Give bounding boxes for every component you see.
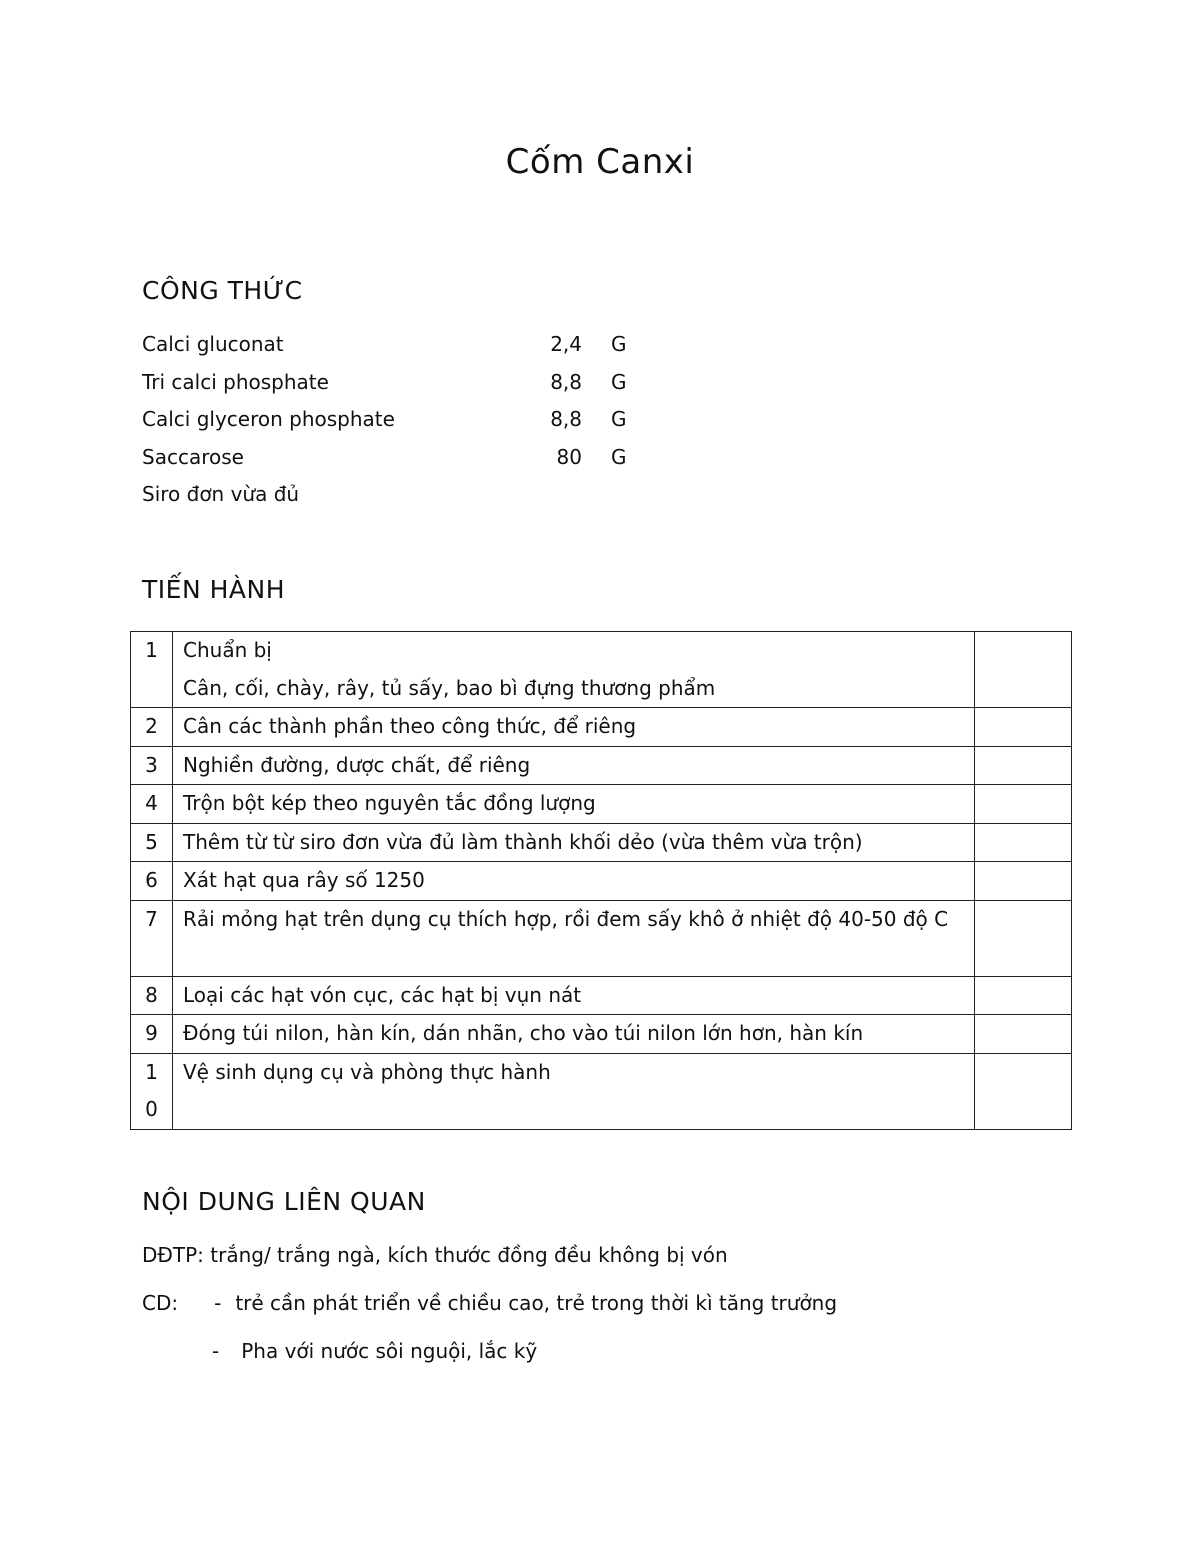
ingredient-quantity: 80 [556, 444, 582, 469]
table-row [131, 746, 1072, 785]
ingredient-name: Tri calci phosphate [142, 369, 329, 394]
step-detail: Cân, cối, chày, rây, tủ sấy, bao bì đựng thương phẩm [183, 675, 716, 700]
table-row [131, 708, 1072, 747]
table-row [131, 900, 1072, 976]
step-check-cell [975, 632, 1072, 708]
table-row [131, 976, 1072, 1015]
step-check-cell [975, 746, 1072, 785]
step-check-cell [975, 976, 1072, 1015]
page-title: Cốm Canxi [505, 142, 695, 182]
bullet-dash: - [212, 1339, 220, 1363]
step-number: 7 [131, 900, 173, 976]
step-number: 1 [131, 632, 173, 708]
table-row [131, 1015, 1072, 1054]
bullet-dash: - [214, 1291, 222, 1315]
step-description: Loại các hạt vón cục, các hạt bị vụn nát [173, 976, 975, 1015]
step-number: 10 [131, 1053, 173, 1129]
formula-heading: CÔNG THỨC [142, 276, 303, 305]
step-description: Rải mỏng hạt trên dụng cụ thích hợp, rồi đem sấy khô ở nhiệt độ 40-50 độ C [173, 900, 975, 976]
step-check-cell [975, 1015, 1072, 1054]
ingredient-quantity: 8,8 [550, 407, 582, 431]
step-description: Xát hạt qua rây số 1250 [173, 862, 975, 901]
formula-item [142, 401, 662, 439]
table-row [131, 823, 1072, 862]
formula-item [142, 439, 662, 477]
table-row [131, 785, 1072, 824]
step-description: Cân các thành phần theo công thức, để riêng [173, 708, 975, 747]
step-check-cell [975, 900, 1072, 976]
procedure-heading: TIẾN HÀNH [142, 575, 285, 604]
formula-item [142, 476, 662, 514]
formula-item [142, 326, 662, 364]
ingredient-unit: G [611, 332, 627, 356]
cd-line [142, 1288, 837, 1318]
step-number: 5 [131, 823, 173, 862]
ingredient-unit: G [611, 407, 627, 431]
table-row [131, 632, 1072, 708]
step-number: 6 [131, 862, 173, 901]
ingredient-name: Calci gluconat [142, 332, 284, 356]
formula-item [142, 364, 662, 402]
ingredient-unit: G [611, 444, 627, 469]
ingredient-name: Siro đơn vừa đủ [142, 482, 300, 506]
step-description: Nghiền đường, dược chất, để riêng [173, 746, 975, 785]
step-check-cell [975, 1053, 1072, 1129]
step-description: Vệ sinh dụng cụ và phòng thực hành [173, 1053, 975, 1129]
cd-item: Pha với nước sôi nguội, lắc kỹ [241, 1339, 538, 1363]
step-description [173, 632, 975, 708]
table-row [131, 1053, 1072, 1129]
ingredient-quantity: 8,8 [550, 369, 582, 394]
ingredient-quantity: 2,4 [550, 332, 582, 356]
procedure-table [130, 631, 1072, 1130]
step-title: Chuẩn bị [183, 638, 272, 662]
table-row [131, 862, 1072, 901]
cd-sub-line [212, 1336, 537, 1366]
step-number: 8 [131, 976, 173, 1015]
ingredient-name: Saccarose [142, 444, 244, 469]
ingredient-unit: G [611, 369, 627, 394]
step-check-cell [975, 823, 1072, 862]
step-number: 9 [131, 1015, 173, 1054]
step-check-cell [975, 862, 1072, 901]
step-number: 2 [131, 708, 173, 747]
step-check-cell [975, 708, 1072, 747]
step-check-cell [975, 785, 1072, 824]
ddtp-text: DĐTP: trắng/ trắng ngà, kích thước đồng đều không bị vón [142, 1243, 728, 1267]
step-number: 3 [131, 746, 173, 785]
cd-item: trẻ cần phát triển về chiều cao, trẻ trong thời kì tăng trưởng [235, 1291, 838, 1315]
step-number: 4 [131, 785, 173, 824]
step-description: Thêm từ từ siro đơn vừa đủ làm thành khối dẻo (vừa thêm vừa trộn) [173, 823, 975, 862]
step-description: Trộn bột kép theo nguyên tắc đồng lượng [173, 785, 975, 824]
related-heading: NỘI DUNG LIÊN QUAN [142, 1187, 426, 1216]
formula-list [142, 326, 662, 514]
step-description: Đóng túi nilon, hàn kín, dán nhãn, cho vào túi nilon lớn hơn, hàn kín [173, 1015, 975, 1054]
ingredient-name: Calci glyceron phosphate [142, 407, 395, 431]
cd-label: CD: [142, 1291, 179, 1315]
